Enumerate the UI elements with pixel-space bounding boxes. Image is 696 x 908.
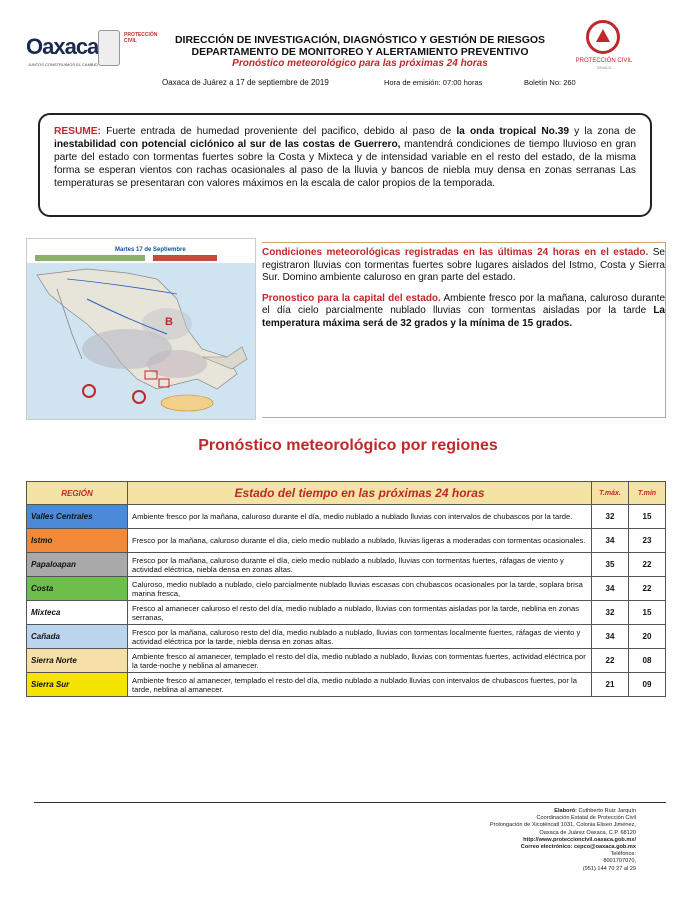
table-row	[27, 529, 666, 553]
pc-logo-text: PROTECCIÓN CIVIL	[575, 58, 633, 64]
region-tmin: 22	[629, 553, 666, 577]
region-forecast: Ambiente fresco por la mañana, caluroso durante el día, medio nublado a nublado lluvias con intervalos de chubascos por la tarde.	[128, 505, 592, 529]
table-row	[27, 577, 666, 601]
footer-phones-label: Teléfonos:	[610, 851, 636, 858]
regions-title: Pronóstico meteorológico por regiones	[198, 437, 498, 454]
table-row	[27, 649, 666, 673]
oaxaca-logo-subtitle: JUNTOS CONSTRUIMOS EL CAMBIO	[28, 62, 98, 67]
region-tmin: 15	[629, 601, 666, 625]
region-tmax: 32	[592, 601, 629, 625]
forecast-bold: La temperatura máxima será de 32 grados y la mínima de 15 grados.	[262, 305, 665, 329]
region-name: Papaloapan	[27, 553, 128, 577]
region-tmax: 21	[592, 673, 629, 697]
region-name: Istmo	[27, 529, 128, 553]
region-tmax: 34	[592, 625, 629, 649]
footer-email[interactable]: Correo electrónico: cepco@oaxaca.gob.mx	[520, 844, 636, 851]
conditions-title: Condiciones meteorológicas registradas en las últimas 24 horas en el estado.	[262, 247, 649, 258]
region-forecast: Fresco al amanecer caluroso el resto del día, medio nublado a nublado, lluvias con tormentas aisladas por la tarde, neblina en zonas serranas,	[128, 601, 592, 625]
region-name: Sierra Sur	[27, 673, 128, 697]
header-tmin: T.mín	[629, 482, 666, 505]
state-seal-icon	[98, 30, 120, 66]
header-line-3: Pronóstico meteorológico para las próximas 24 horas	[232, 58, 488, 69]
resume-bold-1: la onda tropical No.39	[456, 126, 570, 137]
proteccion-civil-logo-icon	[586, 20, 620, 54]
bulletin-number: Boletín No: 260	[524, 78, 576, 87]
weather-map-image	[26, 238, 256, 420]
emission-time: Hora de emisión: 07:00 horas	[384, 78, 483, 87]
footer-elaboro	[380, 808, 636, 815]
region-name: Cañada	[27, 625, 128, 649]
conditions-text: Se registraron lluvias con tormentas fuertes sobre lugares aislados del Istmo, Costa y Sierra Sur. Domino ambiente caluroso en gran parte del estado.	[262, 247, 665, 284]
region-tmin: 23	[629, 529, 666, 553]
region-forecast: Caluroso, medio nublado a nublado, cielo parcialmente nublado lluvias escasas con chubascos ocasionales por la tarde, soplara brisa marina fresca,	[128, 577, 592, 601]
resume-text-3: mantendrá condiciones de tiempo lluvioso en gran parte del estado con tormentas fuertes sobre la Costa y Mixteca y de intensidad variable en el resto del estado, de la misma forma se esperan vientos con rachas ocasionales al paso de la lluvia y bancos de niebla muy densa en zonas serranas Las temperaturas se presentaran con valores máximos en la escala de calor propios de la temporada.	[54, 139, 636, 189]
region-forecast: Ambiente fresco al amanecer, templado el resto del día, medio nublado a nublado, lluvias con tormentas fuertes, actividad eléctrica por la tarde-noche y neblina al amanecer.	[128, 649, 592, 673]
footer-address-2: Oaxaca de Juárez Oaxaca, C.P. 68120	[539, 829, 636, 836]
header-titles	[170, 34, 550, 58]
region-forecast: Ambiente fresco al amanecer, templado el resto del día, medio nublado a nublado lluvias con intervalos de chubascos fuertes, por la tarde, neblina al amanecer.	[128, 673, 592, 697]
forecast-text: Ambiente fresco por la mañana, caluroso durante el día cielo parcialmente nublado lluvias con tormentas aisladas por la tarde	[262, 292, 666, 317]
footer-elaboro-name: Cuthberto Ruiz Jarquín	[576, 808, 636, 814]
table-row	[27, 625, 666, 649]
region-name: Sierra Norte	[27, 649, 128, 673]
header-estado: Estado del tiempo en las próximas 24 horas	[128, 482, 592, 505]
region-forecast: Fresco por la mañana, caluroso durante el día, cielo medio nublado a nublado, lluvias ligeras a moderadas con tormentas ocasionales.	[128, 529, 592, 553]
conditions-panel	[262, 242, 666, 418]
table-row	[27, 505, 666, 529]
pc-logo-sub: OAXACA	[596, 66, 612, 70]
resume-label: RESUME:	[54, 126, 101, 137]
header-line-2: DEPARTAMENTO DE MONITOREO Y ALERTAMIENTO PREVENTIVO	[191, 46, 529, 58]
oaxaca-logo: Oaxaca	[26, 34, 99, 59]
conditions-paragraph	[262, 247, 665, 285]
region-tmin: 08	[629, 649, 666, 673]
footer-divider	[34, 802, 666, 803]
footer-phone-1: 8001707070,	[603, 858, 636, 865]
resume-text-1: Fuerte entrada de humedad proveniente del pacifico, debido al paso de	[100, 126, 457, 137]
region-name: Valles Centrales	[27, 505, 128, 529]
regions-table	[26, 481, 666, 697]
region-tmin: 22	[629, 577, 666, 601]
resume-bold-2: inestabilidad con potencial ciclónico al sur de las costas de Guerrero,	[54, 139, 401, 150]
header-region: REGIÓN	[27, 482, 128, 505]
region-tmin: 20	[629, 625, 666, 649]
footer-web[interactable]: http://www.proteccioncivil.oaxaca.gob.mx/	[523, 836, 636, 843]
region-tmin: 15	[629, 505, 666, 529]
table-row	[27, 601, 666, 625]
region-tmin: 09	[629, 673, 666, 697]
footer-address-1: Prolongación de Xicoténcatl 1031, Colonia Eliseo Jiménez,	[489, 822, 636, 829]
pc-small-label: PROTECCIÓN CIVIL	[124, 32, 158, 44]
forecast-title: Pronostico para la capital del estado.	[262, 292, 441, 304]
footer-org: Coordinación Estatal de Protección Civil	[536, 815, 636, 822]
header-line-1: DIRECCIÓN DE INVESTIGACIÓN, DIAGNÓSTICO Y GESTIÓN DE RIESGOS	[174, 34, 546, 46]
region-tmax: 22	[592, 649, 629, 673]
region-forecast: Fresco por la mañana, caluroso resto del día, medio nublado a nublado, lluvias con tormentas localmente fuertes, ráfagas de viento y actividad eléctrica por la tarde, niebla densa en zonas altas.	[128, 625, 592, 649]
forecast-paragraph	[262, 293, 665, 331]
place-date: Oaxaca de Juárez a 17 de septiembre de 2019	[162, 78, 329, 87]
map-pressure-label: B	[165, 316, 173, 328]
header-tmax: T.máx.	[592, 482, 629, 505]
region-tmax: 34	[592, 577, 629, 601]
region-name: Mixteca	[27, 601, 128, 625]
region-tmax: 34	[592, 529, 629, 553]
region-tmax: 35	[592, 553, 629, 577]
region-tmax: 32	[592, 505, 629, 529]
resume-box	[38, 113, 652, 217]
footer-phone-2: (951) 144 70 27 al 29	[582, 865, 636, 872]
region-name: Costa	[27, 577, 128, 601]
table-row	[27, 673, 666, 697]
table-row	[27, 553, 666, 577]
regions-table-header	[27, 482, 666, 505]
footer-elaboro-label: Elaboró:	[554, 808, 577, 814]
region-forecast: Fresco por la mañana, caluroso durante el día, cielo medio nublado a nublado, lluvias con tormentas fuertes, ráfagas de viento y actividad eléctrica, niebla densa en zonas altas.	[128, 553, 592, 577]
map-date-label: Martes 17 de Septiembre	[115, 247, 186, 253]
footer-contact	[380, 808, 636, 873]
resume-text-2: y la zona de	[569, 126, 636, 137]
